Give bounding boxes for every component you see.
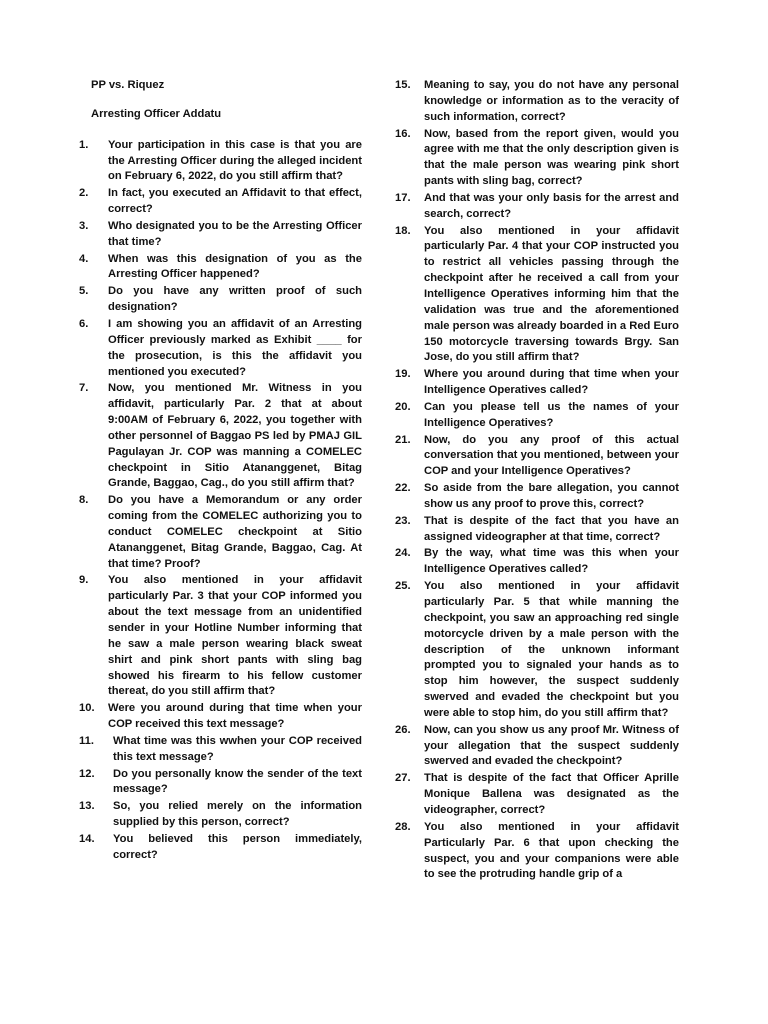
question-text: That is despite of the fact that Officer Aprille Monique Ballena was designated as the videographer, correct? xyxy=(424,772,679,816)
question-text: You also mentioned in your affidavit particularly Par. 4 that your COP instructed you to restrict all vehicles passing through the checkpoint after he received a call from your Intelligence Operatives informing him that the validation was true and the aforementioned male person was already boarded in a Red Euro 150 motorcycle traversing towards Brgy. San Jose, do you still affirm that? xyxy=(424,224,679,364)
question-text: I am showing you an affidavit of an Arresting Officer previously marked as Exhibit ____ for the prosecution, is this the affidavit you mentioned you executed? xyxy=(108,317,362,378)
question-text: When was this designation of you as the Arresting Officer happened? xyxy=(108,252,362,281)
question-text: You also mentioned in your affidavit particularly Par. 3 that your COP informed you about the text message from an unidentified sender in your Hotline Number informing that he saw a male person wearing black sweat shirt and pink short pants with sling bag showed his firearm to his fellow customer thereat, do you still affirm that? xyxy=(108,574,362,698)
question-item xyxy=(395,820,679,883)
question-list-left xyxy=(79,138,362,864)
question-text: Do you personally know the sender of the text message? xyxy=(113,767,362,796)
question-text: By the way, what time was this when your Intelligence Operatives called? xyxy=(424,547,679,576)
question-item xyxy=(79,252,362,284)
question-text: Your participation in this case is that you are the Arresting Officer during the alleged incident on February 6, 2022, do you still affirm that? xyxy=(108,138,362,183)
question-number: 8. xyxy=(79,494,89,507)
question-number: 1. xyxy=(79,138,89,151)
question-number: 12. xyxy=(79,767,95,780)
question-item xyxy=(79,186,362,218)
question-item xyxy=(395,224,679,367)
question-text: What time was this wwhen your COP received this text message? xyxy=(113,734,362,763)
question-text: So aside from the bare allegation, you cannot show us any proof to prove this, correct? xyxy=(424,482,679,510)
question-item xyxy=(395,367,679,399)
case-title: PP vs. Riquez xyxy=(91,79,165,91)
question-item xyxy=(395,400,679,432)
question-number: 26. xyxy=(395,723,411,736)
question-text: In fact, you executed an Affidavit to that effect, correct? xyxy=(108,187,362,216)
question-item xyxy=(79,219,362,251)
question-text: Where you around during that time when your Intelligence Operatives called? xyxy=(424,368,679,397)
question-item xyxy=(395,723,679,771)
question-item xyxy=(395,433,679,481)
question-item xyxy=(79,832,362,864)
question-item xyxy=(395,579,679,722)
question-text: Were you around during that time when your COP received this text message? xyxy=(108,702,362,731)
question-number: 3. xyxy=(79,219,89,232)
question-text: Now, do you any proof of this actual conversation that you mentioned, between your COP and your Intelligence Operatives? xyxy=(424,433,679,478)
question-number: 16. xyxy=(395,127,411,140)
question-number: 19. xyxy=(395,368,411,381)
question-number: 21. xyxy=(395,433,411,446)
question-text: Can you please tell us the names of your Intelligence Operatives? xyxy=(424,400,679,429)
question-item xyxy=(395,127,679,190)
question-text: You believed this person immediately, correct? xyxy=(113,832,362,861)
question-item xyxy=(395,546,679,578)
question-number: 22. xyxy=(395,482,411,495)
question-item xyxy=(79,767,362,799)
question-item xyxy=(395,191,679,223)
question-number: 25. xyxy=(395,580,411,593)
question-item xyxy=(395,78,679,126)
question-item xyxy=(79,381,362,492)
question-number: 27. xyxy=(395,772,411,785)
question-text: Do you have any written proof of such designation? xyxy=(108,285,362,314)
question-number: 18. xyxy=(395,224,411,237)
question-text: Now, can you show us any proof Mr. Witness of your allegation that the suspect suddenly swerved and evaded the checkpoint? xyxy=(424,723,679,768)
question-text: You also mentioned in your affidavit Particularly Par. 6 that upon checking the suspect, you and your companions were able to see the protruding handle grip of a xyxy=(424,820,679,881)
right-column xyxy=(395,78,679,884)
question-item xyxy=(395,481,679,513)
question-number: 9. xyxy=(79,574,89,587)
question-text: And that was your only basis for the arrest and search, correct? xyxy=(424,191,679,220)
question-item xyxy=(79,799,362,831)
left-column xyxy=(79,78,362,865)
question-number: 11. xyxy=(79,734,94,747)
witness-heading: Arresting Officer Addatu xyxy=(91,107,222,120)
question-text: Meaning to say, you do not have any personal knowledge or information as to the veracity of such information, correct? xyxy=(424,79,679,123)
question-list-right xyxy=(395,78,679,883)
question-number: 14. xyxy=(79,832,95,845)
question-item xyxy=(79,284,362,316)
question-text: So, you relied merely on the information supplied by this person, correct? xyxy=(113,800,362,829)
question-item xyxy=(79,573,362,700)
question-item xyxy=(395,514,679,546)
question-item xyxy=(79,701,362,733)
question-text: Now, based from the report given, would you agree with me that the only description given is that the male person was wearing pink short pants with sling bag, correct? xyxy=(424,127,679,188)
question-item xyxy=(79,138,362,186)
question-number: 10. xyxy=(79,702,95,715)
question-text: Do you have a Memorandum or any order coming from the COMELEC authorizing you to conduct COMELEC checkpoint at Sitio Atananggenet, Bitag Grande, Baggao, Cag. At that time? Proof? xyxy=(108,494,362,570)
question-number: 24. xyxy=(395,547,411,560)
question-number: 23. xyxy=(395,514,411,527)
question-number: 2. xyxy=(79,187,89,200)
question-text: Now, you mentioned Mr. Witness in you affidavit, particularly Par. 2 that at about 9:00AM of February 6, 2022, you together with other personnel of Baggao PS led by PMAJ GIL Pagulayan Jr. COP was manning a COMELEC checkpoint in Sitio Atananggenet, Bitag Grande, Baggao, Cag., do you still affirm that? xyxy=(108,382,362,490)
question-item xyxy=(79,734,362,766)
question-text: Who designated you to be the Arresting Officer that time? xyxy=(108,219,362,248)
question-number: 4. xyxy=(79,252,89,265)
question-item xyxy=(79,317,362,380)
question-number: 15. xyxy=(395,79,411,91)
question-text: You also mentioned in your affidavit particularly Par. 5 that while manning the checkpoint, you saw an approaching red single motorcycle driven by a male person with the description of the unknown informant prompted you to signaled your hands as to stop him however, the suspect suddenly swerved and evaded the checkpoint but you were able to stop him, do you still affirm that? xyxy=(424,580,679,719)
question-number: 7. xyxy=(79,382,89,395)
question-number: 20. xyxy=(395,400,411,413)
question-number: 17. xyxy=(395,191,411,204)
question-number: 13. xyxy=(79,800,95,813)
question-item xyxy=(79,493,362,572)
question-number: 28. xyxy=(395,820,411,833)
question-text: That is despite of the fact that you have an assigned videographer at that time, correct? xyxy=(424,514,679,543)
question-number: 6. xyxy=(79,317,89,330)
question-number: 5. xyxy=(79,285,89,298)
question-item xyxy=(395,771,679,819)
